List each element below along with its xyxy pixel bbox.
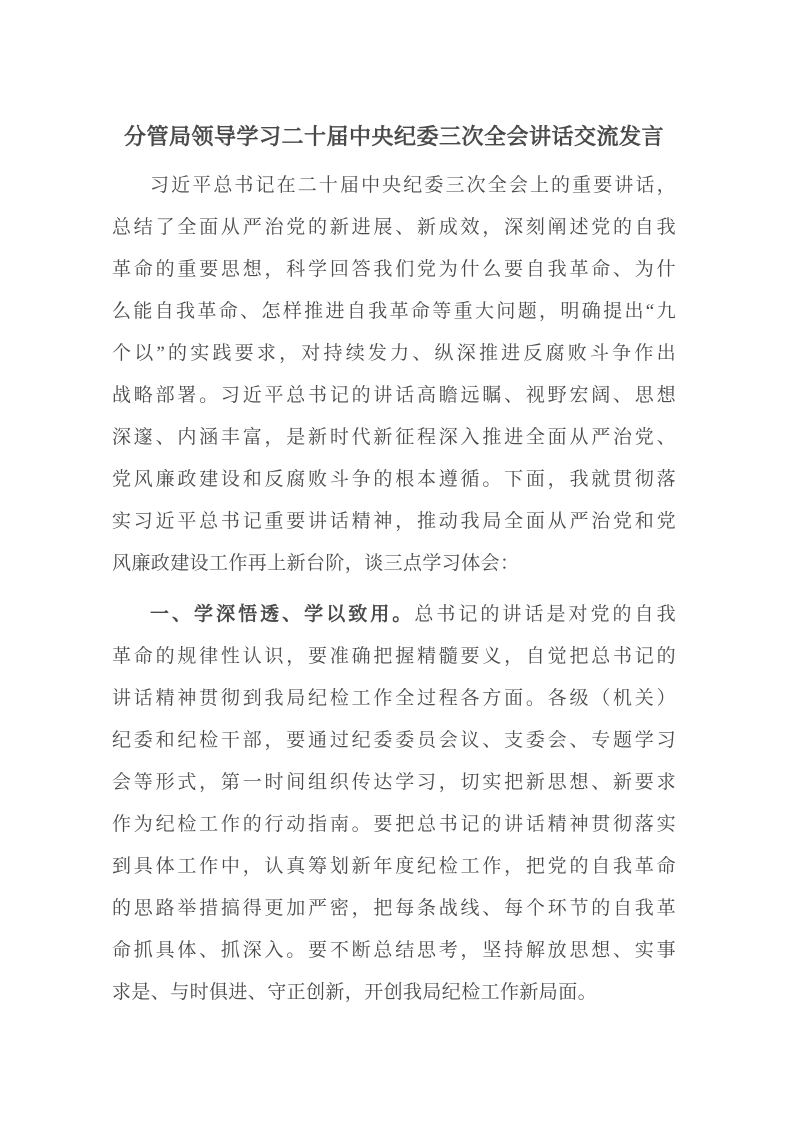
paragraph xyxy=(112,165,676,585)
section-heading: 一、学深悟透、学以致用。 xyxy=(150,604,415,625)
text-line: 会等形式，第一时间组织传达学习，切实把新思想、新要求 xyxy=(112,772,676,793)
text-line: 的思路举措搞得更加严密，把每条战线、每个环节的自我革 xyxy=(112,898,676,919)
text-line: 作为纪检工作的行动指南。要把总书记的讲话精神贯彻落实 xyxy=(112,814,676,835)
text-line: 风廉政建设工作再上新台阶，谈三点学习体会： xyxy=(112,553,520,574)
text-line: 命抓具体、抓深入。要不断总结思考，坚持解放思想、实事 xyxy=(112,940,676,961)
text-line: 讲话精神贯彻到我局纪检工作全过程各方面。各级（机关） xyxy=(112,688,676,709)
paragraph xyxy=(112,594,676,1014)
text-line: 一、学深悟透、学以致用。总书记的讲话是对党的自我 xyxy=(150,604,676,625)
text-line: 战略部署。习近平总书记的讲话高瞻远瞩、视野宏阔、思想 xyxy=(112,385,676,406)
document-body xyxy=(112,165,676,1014)
text-line: 革命的重要思想，科学回答我们党为什么要自我革命、为什 xyxy=(112,259,676,280)
text-line: 革命的规律性认识，要准确把握精髓要义，自觉把总书记的 xyxy=(112,646,676,667)
text-line: 习近平总书记在二十届中央纪委三次全会上的重要讲话， xyxy=(150,175,676,196)
text-line: 深邃、内涵丰富，是新时代新征程深入推进全面从严治党、 xyxy=(112,427,676,448)
text-line: 总结了全面从严治党的新进展、新成效，深刻阐述党的自我 xyxy=(112,217,676,238)
document-title: 分管局领导学习二十届中央纪委三次全会讲话交流发言 xyxy=(123,124,664,149)
text-line: 么能自我革命、怎样推进自我革命等重大问题，明确提出“九 xyxy=(112,301,676,322)
text-line: 求是、与时俱进、守正创新，开创我局纪检工作新局面。 xyxy=(112,982,598,1003)
text-line: 到具体工作中，认真筹划新年度纪检工作，把党的自我革命 xyxy=(112,856,676,877)
text-line: 个以”的实践要求，对持续发力、纵深推进反腐败斗争作出 xyxy=(112,343,676,364)
text-line: 党风廉政建设和反腐败斗争的根本遵循。下面，我就贯彻落 xyxy=(112,469,676,490)
text-line: 实习近平总书记重要讲话精神，推动我局全面从严治党和党 xyxy=(112,511,676,532)
text-line: 纪委和纪检干部，要通过纪委委员会议、支委会、专题学习 xyxy=(112,730,676,751)
